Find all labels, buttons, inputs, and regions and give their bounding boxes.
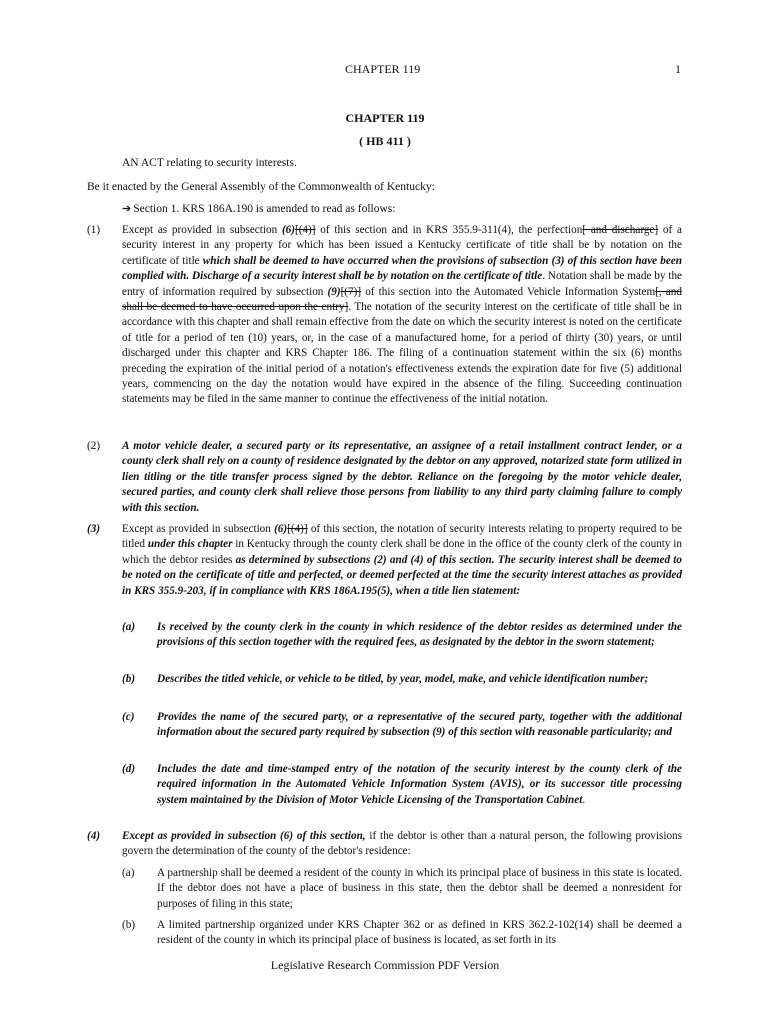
text-run: of this section, the notation of security interests relating to property required to be titled [122, 523, 682, 551]
text-run: . The notation of the security interest on the certificate of title shall be in accordance with this chapter and shall remain effective from the date on which the security interest is noted on the certificate of title for a period of ten (10) years, or, in the case of a manufactured home, for a period of thirty (30) years, or until discharged under this chapter and KRS Chapter 186. The filing of a continuation statement within the six (6) months preceding the expiration of the initial period of a notation's effectiveness extends the expiration date for five (5) additional years, commencing on the day the notation would have expired in the absence of the filing. Succeeding continuation statements may be filed in the same manner to continue the effectiveness of the initial notation. [122, 301, 682, 406]
subsection-4-text [122, 829, 682, 860]
inserted-text: as determined by subsections (2) and (4) of this section. The security interest shall be deemed to be noted on the certificate of title and perfected, or deemed perfected at the time the security interest attaches as provided in KRS 355.9-203, if in compliance with KRS 186A.195(5), when a title lien statement: [122, 553, 682, 597]
item-text: Provides the name of the secured party, or a representative of the secured party, together with the additional information about the secured party required by subsection (9) of this section with reasonable particularity; and [157, 711, 682, 739]
item-number: (a) [122, 621, 136, 633]
text-run: . [582, 793, 586, 806]
deleted-text: [(4)] [287, 523, 308, 535]
text-run: in Kentucky through the county clerk shall be done in the office of the county clerk of the county in which the debtor resides [122, 538, 683, 566]
text-run: if the debtor is other than a natural person, the following provisions govern the determination of the county of the debtor's residence: [122, 830, 683, 858]
deleted-text: [(7)] [340, 285, 362, 298]
text-run: of a security interest in any property for which has been issued a Kentucky certificate of title shall be by notation on the certificate of title [122, 224, 682, 267]
subsection-number-2: (2) [87, 440, 101, 452]
text-run: of this section into the Automated Vehicle Information System [361, 285, 656, 298]
inserted-text: (6) [274, 523, 288, 535]
item-number: (b) [122, 919, 136, 931]
item-text: Is received by the county clerk in the county in which residence of the debtor resides as determined under the provisions of this section together with the required fees, as designated by the debtor in the sworn statement; [157, 621, 682, 649]
text-run: of this section and in KRS 355.9-311(4), the perfection [315, 224, 583, 236]
inserted-text: Except as provided in subsection (6) of this section, [122, 830, 366, 842]
item-number: (b) [122, 673, 136, 685]
subsection-number-4: (4) [87, 830, 101, 842]
inserted-text: (9) [327, 285, 341, 298]
item-number: (c) [122, 711, 135, 723]
subsection-number-3: (3) [87, 523, 101, 535]
section-heading-text: Section 1. KRS 186A.190 is amended to read as follows: [133, 203, 396, 215]
subsection-2-text: A motor vehicle dealer, a secured party or its representative, an assignee of a retail installment contract lender, or a county clerk shall rely on a county of residence designated by the debtor on any approved, notarized state form utilized in lien titling or the title transfer process signed by the debtor. Reliance on the foregoing by the motor vehicle dealer, secured parties, and county clerk shall relieve those persons from liability to any third party claiming failure to comply with this section. [122, 440, 682, 514]
act-title: AN ACT relating to security interests. [122, 157, 297, 169]
arrow-icon: ➔ [122, 203, 132, 215]
item-text [157, 762, 682, 808]
text-run: . Notation shall be made by the entry of information required by subsection [122, 270, 682, 298]
text-run: Except as provided in subsection [122, 224, 282, 236]
deleted-text: [ and discharge] [582, 224, 659, 236]
item-number: (d) [122, 763, 136, 775]
enacting-clause: Be it enacted by the General Assembly of the Commonwealth of Kentucky: [87, 181, 435, 193]
page-number: 1 [675, 62, 681, 76]
inserted-text: Includes the date and time-stamped entry of the notation of the security interest by the county clerk of the required information in the Automated Vehicle Information System (AVIS), or its successor title processing system maintained by the Division of Motor Vehicle Licensing of the Transportation Cabinet [157, 763, 682, 806]
inserted-text: which shall be deemed to have occurred when the provisions of subsection (3) of this section have been complied with. Discharge of a security interest shall be by notation on the certificate of title [122, 254, 682, 283]
inserted-text: under this chapter [147, 538, 233, 551]
subsection-number-1: (1) [87, 224, 101, 236]
deleted-text: [(4)] [294, 224, 316, 236]
subsection-3-text [122, 522, 682, 599]
item-number: (a) [122, 867, 135, 879]
item-text: A partnership shall be deemed a resident of the county in which its principal place of business in this state is located. If the debtor does not have a place of business in this state, then the debtor shall be deemed a nonresident for purposes of filing in this state; [157, 867, 682, 910]
subsection-1-text [122, 223, 682, 408]
chapter-title: CHAPTER 119 [345, 111, 425, 125]
bill-number: ( HB 411 ) [359, 134, 411, 148]
item-text: A limited partnership organized under KRS Chapter 362 or as defined in KRS 362.2-102(14) shall be deemed a resident of the county in which its principal place of business is located, as set forth in its [157, 919, 682, 947]
section-heading [122, 202, 395, 217]
deleted-text: [, and shall be deemed to have occurred upon the entry] [122, 285, 682, 314]
running-header: CHAPTER 119 [345, 62, 421, 76]
inserted-text: (6) [281, 224, 295, 236]
page-footer: Legislative Research Commission PDF Version [270, 958, 500, 972]
item-text: Describes the titled vehicle, or vehicle to be titled, by year, model, make, and vehicle identification number; [157, 673, 649, 685]
text-run: Except as provided in subsection [122, 523, 275, 535]
